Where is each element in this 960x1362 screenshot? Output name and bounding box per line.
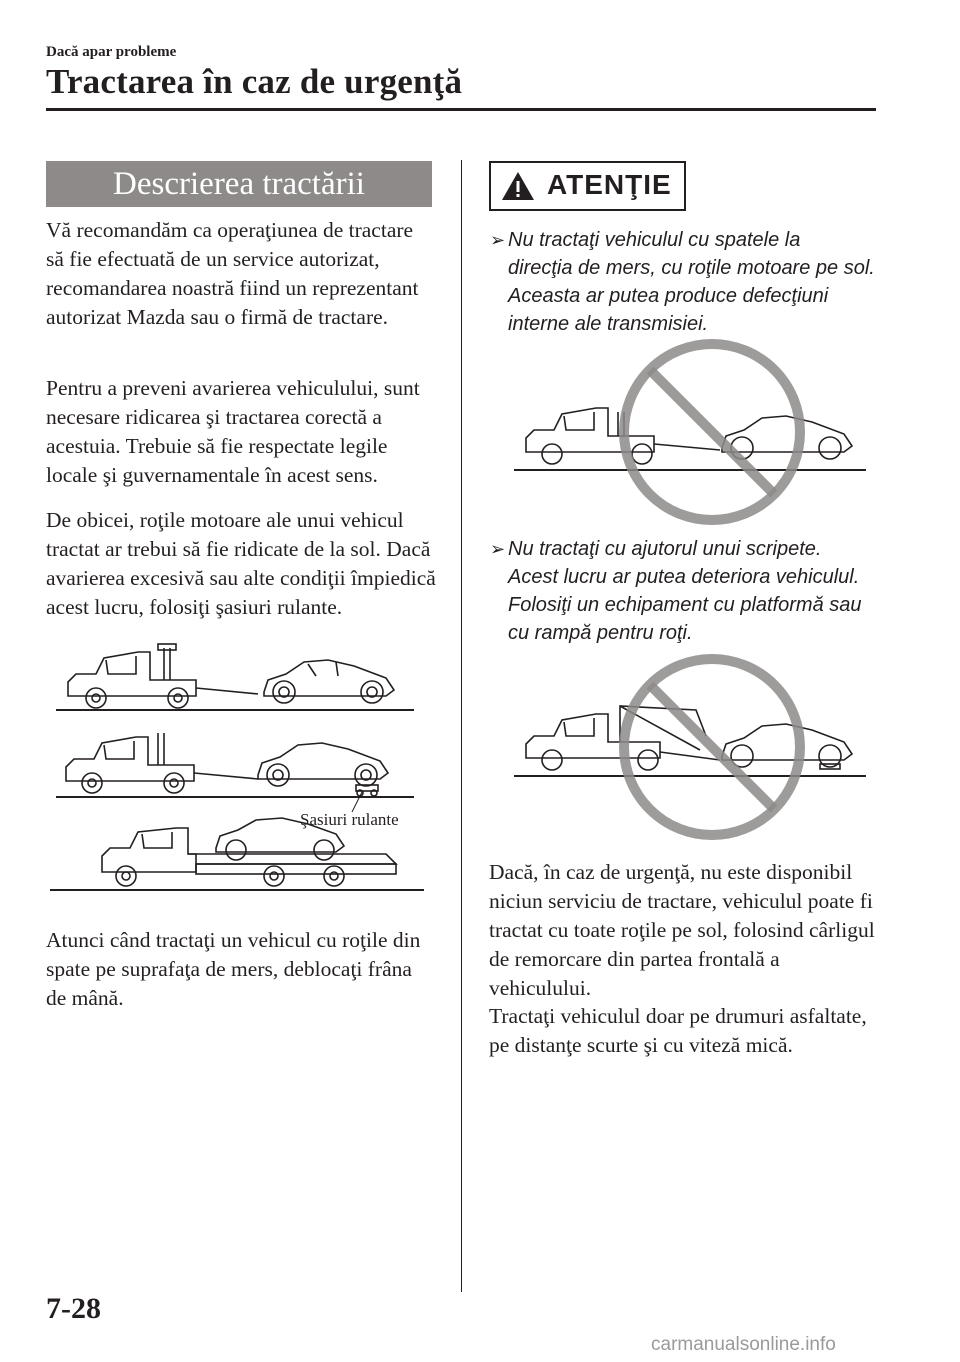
page-number: 7-28 (46, 1292, 101, 1325)
dolly-label: Şasiuri rulante (300, 810, 399, 829)
arrow-bullet-icon: ➢ (490, 230, 506, 250)
prohibited-reverse-tow-illustration (510, 340, 870, 524)
paragraph-drive-wheels: De obicei, roţile motoare ale unui vehicul tractat ar trebui să fie ridicate de la sol. Dacă avarierea excesivă sau alte condiţii împiedică acest lucru, folosiţi şasiuri rulante. (46, 508, 436, 619)
paragraph-service: Vă recomandăm ca operaţiunea de tractare să fie efectuată de un service autorizat, recomandarea noastră fiind un reprezentant autorizat Mazda sau o firmă de tractare. (46, 218, 419, 329)
warning-header (489, 161, 686, 211)
paragraph-parking-brake: Atunci când tractaţi un vehicul cu roţile din spate pe suprafaţa de mers, deblocaţi frâna de mână. (46, 928, 421, 1010)
towed-car-icon (264, 660, 394, 703)
warning-bullet-reverse: ➢ Nu tractaţi vehiculul cu spatele la direcţia de mers, cu roţile motoare pe sol. Aceasta ar putea produce defecţiuni interne ale transmisiei. (490, 226, 890, 338)
page-title: Tractarea în caz de urgenţă (46, 62, 463, 101)
paragraph-emergency-tow: Dacă, în caz de urgenţă, nu este disponibil niciun serviciu de tractare, vehiculul poate fi tractat cu toate roţile pe sol, folosind cârligul de remorcare din partea frontală a vehiculului. (489, 860, 875, 1000)
section-heading: Descrierea tractării (46, 161, 432, 207)
paragraph-paved-roads: Tractaţi vehiculul doar pe drumuri asfaltate, pe distanţe scurte şi cu viteză mică. (489, 1004, 867, 1057)
header-rule (46, 108, 876, 111)
chapter-label: Dacă apar probleme (46, 44, 177, 60)
warning-label: ATENŢIE (547, 169, 672, 200)
tow-truck-icon (56, 644, 414, 710)
towing-methods-illustration (46, 640, 436, 900)
prohibited-winch-tow-illustration (510, 652, 870, 842)
dolly-car-icon (258, 743, 388, 796)
warning-bullet-winch: ➢ Nu tractaţi cu ajutorul unui scripete. Acest lucru ar putea deteriora vehiculul. Folosiţi un echipament cu platformă sau cu rampă pentru roţi. (490, 535, 890, 647)
warning-triangle-icon (501, 171, 535, 201)
column-divider (461, 160, 462, 1292)
watermark: carmanualsonline.info (651, 1334, 836, 1355)
arrow-bullet-icon: ➢ (490, 539, 506, 559)
paragraph-lifting: Pentru a preveni avarierea vehiculului, sunt necesare ridicarea şi tractarea corectă a acestuia. Trebuie să fie respectate legile locale şi guvernamentale în acest sens. (46, 376, 420, 487)
